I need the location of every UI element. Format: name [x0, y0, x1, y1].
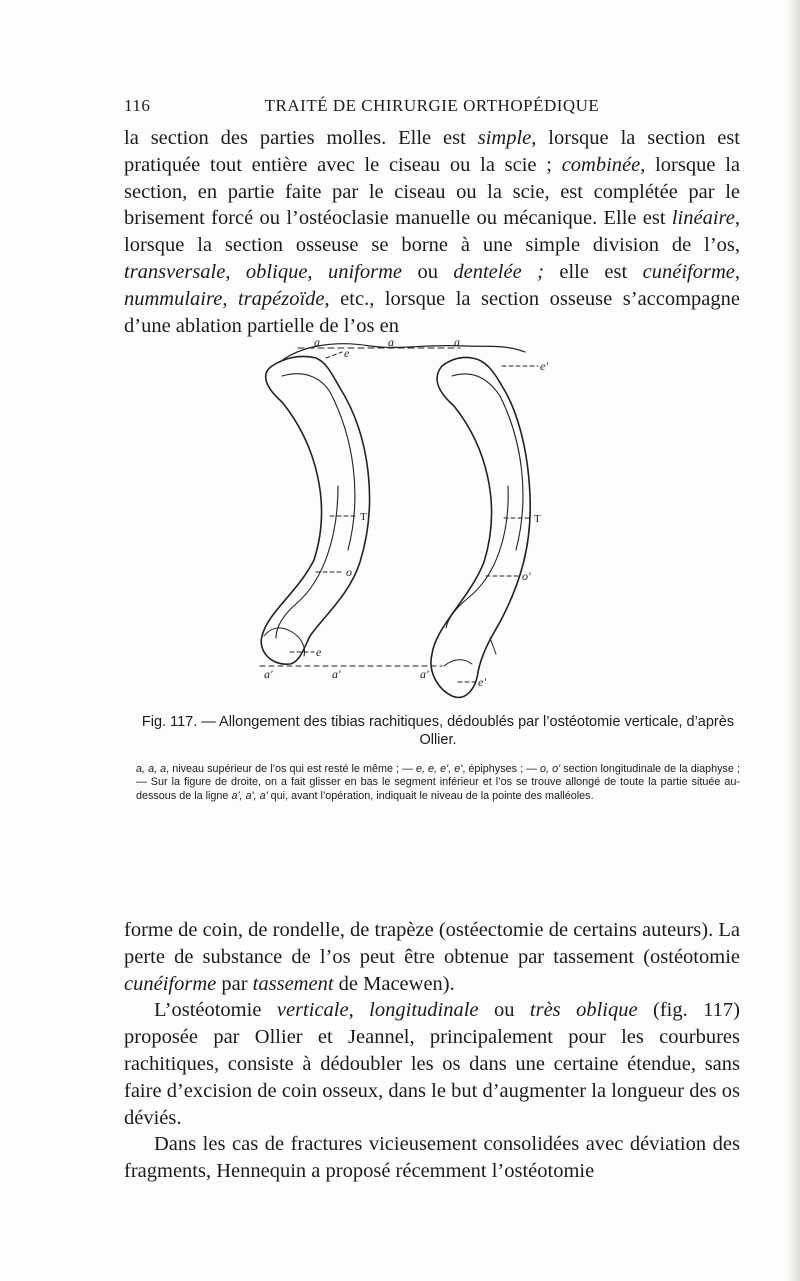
- paragraph-continuation: [124, 125, 740, 339]
- page-number: 116: [124, 96, 151, 115]
- running-head: [124, 96, 740, 120]
- figure-legend: [136, 763, 740, 803]
- text-run: , lorsque la section osseuse se borne à une simple division de l’os,: [124, 207, 740, 257]
- legend-text: , niveau supérieur de l’os qui est resté le même ; —: [166, 763, 416, 775]
- legend-letters: o, o': [540, 763, 561, 775]
- legend-text: section longitudinale de la diaphyse ; — Sur la figure de droite, on a fait glisser en bas le segment inférieur et l’os se trouve allongé de toute la partie située au-dessous de la ligne: [136, 763, 741, 802]
- legend-letters: a, a, a: [136, 763, 167, 775]
- label-a-prime-3: a': [420, 667, 429, 681]
- legend-letters: a', a', a': [231, 789, 268, 802]
- page-edge-shadow: [786, 0, 800, 1281]
- right-tibia-inner-contour: [452, 374, 523, 550]
- paragraph-bottom: [124, 917, 740, 1185]
- legend-paragraph: [136, 763, 740, 803]
- label-e-bottom: e: [316, 645, 322, 659]
- label-e-prime-bottom: e': [478, 675, 486, 689]
- running-title: TRAITÉ DE CHIRURGIE ORTHOPÉDIQUE: [264, 96, 600, 115]
- term-cuneiforme: cunéiforme: [124, 972, 217, 995]
- text-run: L’ostéotomie: [154, 999, 277, 1022]
- figure-117-illustration: [220, 336, 660, 716]
- tibia-drawing: [220, 336, 660, 716]
- term-tres-oblique: très oblique: [529, 999, 638, 1022]
- term-uniforme: uniforme: [327, 260, 403, 283]
- label-a-2: a: [388, 336, 394, 349]
- label-e-prime-top: e': [540, 359, 548, 373]
- label-o-left: o: [346, 565, 352, 579]
- leader-e-top-left: [326, 352, 342, 358]
- text-run: par: [216, 972, 253, 995]
- paragraph-top: [124, 125, 740, 339]
- text-run: ,: [734, 260, 740, 283]
- right-tibia-outer-contour: [431, 357, 530, 697]
- left-tibia-inner-contour: [282, 374, 355, 550]
- text-run: ou: [402, 260, 454, 283]
- label-o-prime-right: o': [522, 569, 531, 583]
- left-osteotomy-line: [276, 486, 338, 638]
- term-oblique: oblique: [245, 260, 308, 283]
- right-lower-epiphysis: [444, 660, 472, 666]
- text-run: , lorsque la section est pratiquée tout entière avec le ciseau ou la scie ;: [124, 127, 741, 176]
- left-tibia-outer-contour: [261, 356, 369, 664]
- term-combinee: combinée: [561, 153, 641, 176]
- paragraph-continuation-2: [124, 917, 740, 997]
- text-run: la section des parties molles. Elle est: [124, 127, 478, 149]
- text-run: forme de coin, de rondelle, de trapèze (ostéectomie de certains auteurs). La perte de substance de l’os peut être obtenue par tassement (ostéotomie: [124, 919, 740, 968]
- term-verticale: verticale: [276, 999, 349, 1022]
- leader-bottom-right-tick: [490, 638, 496, 654]
- text-run: de Macewen).: [333, 972, 455, 995]
- text-run: ,: [225, 260, 246, 283]
- text-run: ,: [348, 999, 370, 1022]
- term-longitudinale: longitudinale: [369, 999, 479, 1022]
- text-run: , etc., lorsque la section osseuse s’accompagne d’une ablation partielle de l’os en: [124, 287, 741, 337]
- text-run: (fig. 117) proposée par Ollier et Jeannel, principalement pour les courbures rachitiques, consiste à dédoubler les os dans une certaine étendue, sans faire d’excision de coin osseux, dans le but d’augmenter la longueur des os déviés.: [124, 999, 741, 1129]
- figure-number: Fig. 117.: [141, 714, 198, 730]
- right-osteotomy-line: [446, 486, 508, 628]
- label-a-prime-1: a': [264, 667, 273, 681]
- term-trapezoide: trapézoïde: [237, 287, 325, 310]
- text-run: ,: [222, 287, 238, 310]
- term-cuneiforme: cunéiforme: [642, 260, 735, 283]
- label-T-right: T: [534, 513, 541, 525]
- term-dentelee: dentelée ;: [453, 260, 544, 283]
- caption-text: — Allongement des tibias rachitiques, dédoublés par l’ostéotomie verticale, d’après Ollier.: [197, 714, 735, 748]
- term-nummulaire: nummulaire: [124, 287, 223, 310]
- label-e-top: e: [344, 346, 350, 360]
- legend-text: qui, avant l’opération, indiquait le niveau de la pointe des malléoles.: [267, 789, 594, 802]
- term-lineaire: linéaire: [671, 207, 735, 230]
- figure-caption: [136, 713, 740, 749]
- text-run: ,: [307, 260, 328, 283]
- text-run: , lorsque la section, en partie faite par le ciseau ou la scie, est complétée par le brisement forcé ou l’ostéoclasie manuelle ou mécanique. Elle est: [124, 153, 740, 230]
- label-a-3: a: [454, 336, 460, 349]
- paragraph-fractures: [124, 1131, 740, 1185]
- label-T-left: T: [360, 511, 367, 523]
- legend-letters: e, e, e', e': [415, 763, 463, 775]
- text-run: Dans les cas de fractures vicieusement consolidées avec déviation des fragments, Hennequin a proposé récemment l’ostéotomie: [124, 1133, 740, 1183]
- term-transversale: transversale: [124, 260, 226, 283]
- term-simple: simple: [477, 127, 532, 149]
- text-run: ou: [478, 999, 530, 1022]
- label-a-prime-2: a': [332, 667, 341, 681]
- text-run: elle est: [543, 260, 643, 283]
- term-tassement: tassement: [252, 972, 334, 995]
- paragraph-osteotomie-verticale: [124, 997, 740, 1131]
- legend-text: , épiphyses ; —: [462, 763, 540, 775]
- label-a-1: a: [314, 336, 320, 349]
